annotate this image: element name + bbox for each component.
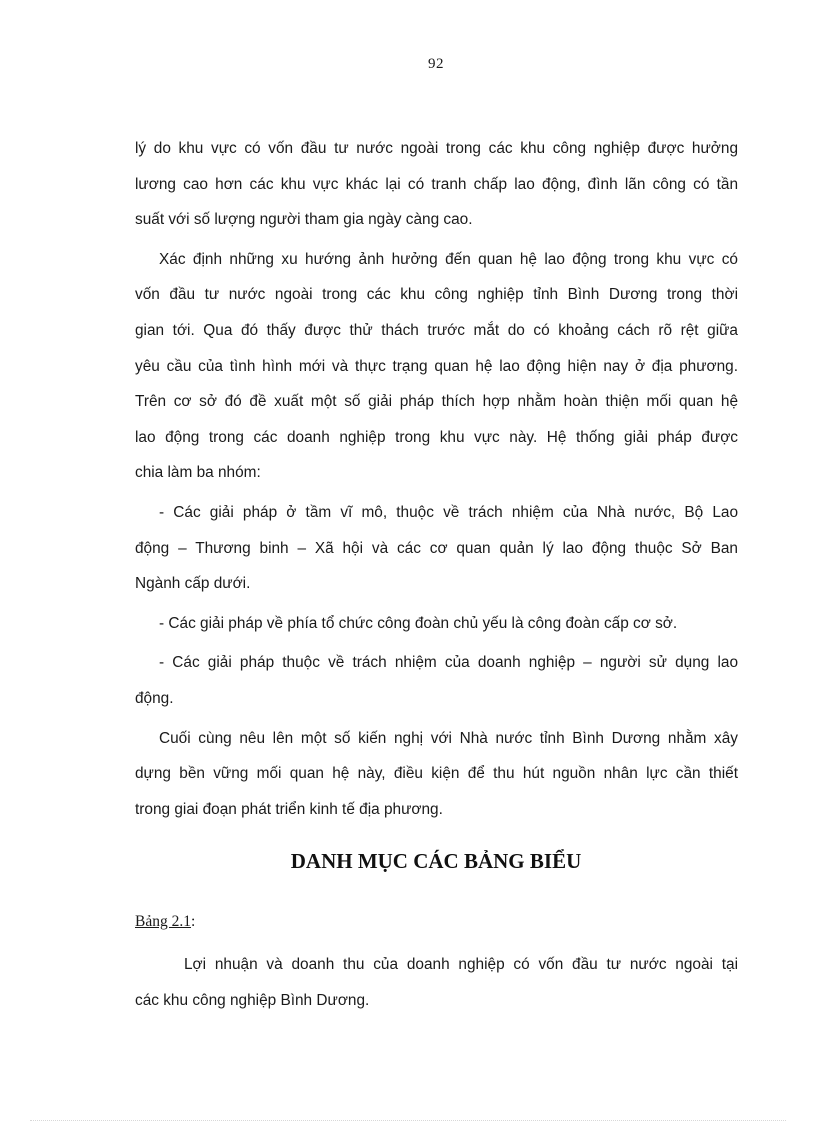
page-number: 92 — [428, 56, 444, 72]
text-line: Trên cơ sở đó đề xuất một số giải pháp thích hợp nhằm hoàn thiện mối quan hệ — [135, 393, 738, 411]
text-line: các khu công nghiệp Bình Dương. — [135, 991, 370, 1009]
table-label — [135, 913, 195, 931]
text-line: chia làm ba nhóm: — [135, 464, 261, 482]
text-line: Xác định những xu hướng ảnh hưởng đến quan hệ lao động trong khu vực có — [159, 250, 738, 268]
text-line: động. — [135, 689, 174, 707]
text-line: suất với số lượng người tham gia ngày càng cao. — [135, 211, 473, 229]
text-line: - Các giải pháp ở tầm vĩ mô, thuộc về trách nhiệm của Nhà nước, Bộ Lao — [159, 503, 738, 521]
section-heading: DANH MỤC CÁC BẢNG BIỂU — [290, 849, 582, 873]
text-line: dựng bền vững mối quan hệ này, điều kiện để thu hút nguồn nhân lực cần thiết — [135, 765, 738, 783]
text-line: trong giai đoạn phát triển kinh tế địa phương. — [135, 800, 443, 818]
paragraph-trends — [135, 242, 738, 491]
text-line: lương cao hơn các khu vực khác lại có tranh chấp lao động, đình lãn công có tần — [135, 175, 738, 193]
text-line: Cuối cùng nêu lên một số kiến nghị với Nhà nước tỉnh Bình Dương nhằm xây — [159, 729, 738, 747]
text-line: Lợi nhuận và doanh thu của doanh nghiệp có vốn đầu tư nước ngoài tại — [184, 956, 738, 973]
text-line: lý do khu vực có vốn đầu tư nước ngoài trong các khu công nghiệp được hưởng — [135, 140, 738, 157]
body-text — [135, 131, 738, 827]
table-description — [135, 947, 738, 1018]
bullet-macro-solutions — [135, 495, 738, 602]
text-line: - Các giải pháp về phía tổ chức công đoàn chủ yếu là công đoàn cấp cơ sở. — [159, 614, 678, 632]
text-line: yêu cầu của tình hình mới và thực trạng quan hệ lao động hiện nay ở địa phương. — [135, 357, 738, 375]
paragraph-intro-continuation — [135, 131, 738, 238]
text-line: - Các giải pháp thuộc về trách nhiệm của doanh nghiệp – người sử dụng lao — [159, 654, 738, 672]
text-line: Ngành cấp dưới. — [135, 575, 251, 593]
text-line: lao động trong các doanh nghiệp trong khu vực này. Hệ thống giải pháp được — [135, 428, 738, 446]
bullet-enterprise-solutions — [135, 645, 738, 716]
table-label-colon: : — [190, 913, 196, 930]
page-bottom-divider — [30, 1120, 786, 1121]
bullet-union-solutions — [135, 606, 738, 642]
table-label-text: Bảng 2.1 — [135, 913, 191, 930]
text-line: gian tới. Qua đó thấy được thử thách trước mắt do có khoảng cách rõ rệt giữa — [135, 321, 738, 339]
paragraph-recommendations — [135, 721, 738, 828]
text-line: vốn đầu tư nước ngoài trong các khu công nghiệp tỉnh Bình Dương trong thời — [135, 286, 738, 304]
text-line: động – Thương binh – Xã hội và các cơ quan quản lý lao động thuộc Sở Ban — [135, 539, 738, 557]
